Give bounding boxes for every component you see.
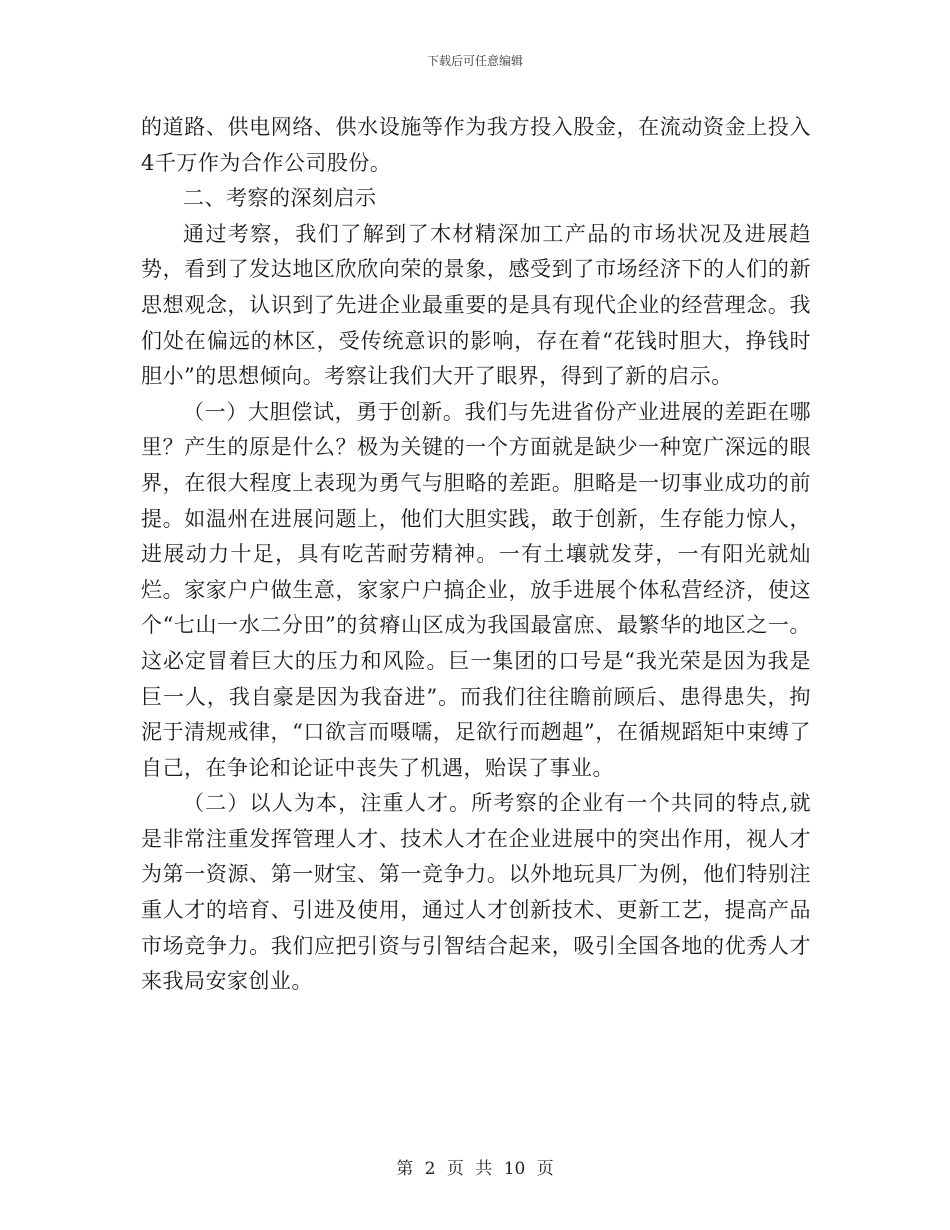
page-footer [0,1154,950,1179]
footer-current-page: 2 [424,1159,436,1179]
footer-label-total: 共 [475,1159,493,1179]
paragraph-continuation: 的道路、供电网络、供水设施等作为我方投入股金，在流动资金上投入4千万作为合作公司股份。 [141,115,811,175]
paragraph-boldness-innovation: （一）大胆偿试，勇于创新。我们与先进省份产业进展的差距在哪里？产生的原是什么？极为关键的一个方面就是缺少一种宽广深远的眼界，在很大程度上表现为勇气与胆略的差距。胆略是一切事业成功的前提。如温州在进展问题上，他们大胆实践，敢于创新，生存能力惊人，进展动力十足，具有吃苦耐劳精神。一有土壤就发芽，一有阳光就灿烂。家家户户做生意，家家户户搞企业，放手进展个体私营经济，使这个“七山一水二分田”的贫瘠山区成为我国最富庶、最繁华的地区之一。这必定冒着巨大的压力和风险。巨一集团的口号是“我光荣是因为我是巨一人，我自豪是因为我奋进”。而我们往往瞻前顾后、患得患失，拘泥于清规戒律，“口欲言而嗫嚅，足欲行而趔趄”，在循规蹈矩中束缚了自己，在争论和论证中丧失了机遇，贻误了事业。 [141,399,811,780]
footer-label-ye: 页 [446,1159,464,1179]
section-heading: 二、考察的深刻启示 [183,186,377,211]
document-body [141,110,811,1000]
footer-total-pages: 10 [503,1159,526,1179]
paragraph-people-oriented: （二）以人为本，注重人才。所考察的企业有一个共同的特点,就是非常注重发挥管理人才、技术人才在企业进展中的突出作用，视人才为第一资源、第一财宝、第一竞争力。以外地玩具厂为例，他们特别注重人才的培育、引进及使用，通过人才创新技术、更新工艺，提高产品市场竞争力。我们应把引资与引智结合起来，吸引全国各地的优秀人才来我局安家创业。 [141,791,811,994]
footer-label-ye2: 页 [536,1159,554,1179]
page-header-note: 下载后可任意编辑 [426,54,523,68]
footer-label-page: 第 [396,1159,414,1179]
paragraph-inspection-summary: 通过考察，我们了解到了木材精深加工产品的市场状况及进展趋势，看到了发达地区欣欣向荣的景象，感受到了市场经济下的人们的新思想观念，认识到了先进企业最重要的是具有现代企业的经营理念。我们处在偏远的林区，受传统意识的影响，存在着“花钱时胆大，挣钱时胆小”的思想倾向。考察让我们大开了眼界，得到了新的启示。 [141,221,811,389]
